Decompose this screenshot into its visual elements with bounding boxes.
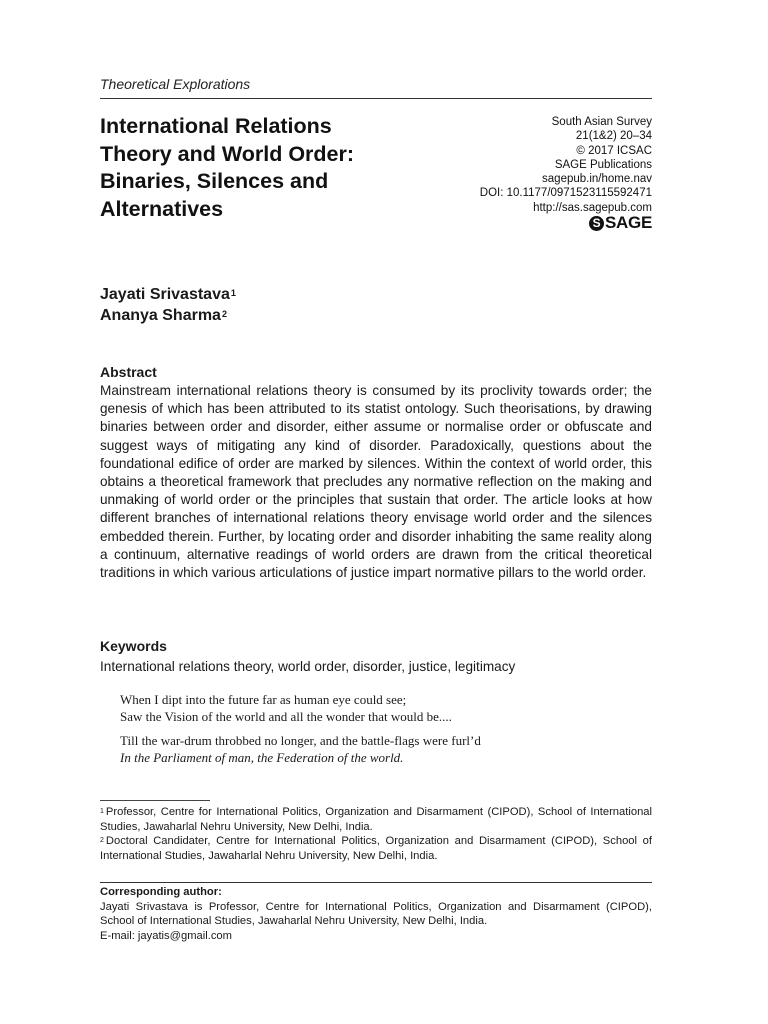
corresponding-email[interactable]: E-mail: jayatis@gmail.com xyxy=(100,929,232,942)
footnotes xyxy=(100,805,652,863)
author xyxy=(100,284,236,305)
sage-logo-text: SAGE xyxy=(605,213,652,232)
sage-logo xyxy=(589,213,652,233)
journal-doi[interactable]: DOI: 10.1177/0971523115592471 xyxy=(479,187,652,200)
header-rule xyxy=(100,98,652,99)
sage-s-icon: S xyxy=(589,216,604,231)
corresponding-text: Jayati Srivastava is Professor, Centre for International Politics, Organization and Disarmament (CIPOD), School of International Studies, Jawaharlal Nehru University, New Delhi, India. xyxy=(100,900,652,927)
journal-info xyxy=(480,115,652,215)
epigraph-line: When I dipt into the future far as human eye could see; xyxy=(120,692,407,707)
footnote-marker: 2 xyxy=(100,837,104,844)
epigraph-line: Saw the Vision of the world and all the wonder that would be.... xyxy=(120,709,452,724)
author-name: Ananya Sharma xyxy=(100,307,221,324)
journal-copyright: © 2017 ICSAC xyxy=(576,144,652,157)
author-list xyxy=(100,284,236,326)
title-line: Theory and World Order: xyxy=(100,141,355,166)
author-footnote-marker: 2 xyxy=(221,309,227,319)
footnote-text: Professor, Centre for International Politics, Organization and Disarmament (CIPOD), School of International Studies, Jawaharlal Nehru University, New Delhi, India. xyxy=(100,806,652,833)
footnote-rule xyxy=(100,800,210,801)
journal-url[interactable]: http://sas.sagepub.com xyxy=(533,201,652,214)
epigraph-line: Till the war-drum throbbed no longer, and the battle-flags were furl’d xyxy=(120,733,481,748)
section-label: Theoretical Explorations xyxy=(100,76,251,92)
title-line: Binaries, Silences and xyxy=(100,169,329,193)
footnote xyxy=(100,834,652,863)
corresponding-heading: Corresponding author: xyxy=(100,886,222,898)
abstract-heading: Abstract xyxy=(100,364,157,380)
keywords-text: International relations theory, world order, disorder, justice, legitimacy xyxy=(100,659,516,674)
journal-name: South Asian Survey xyxy=(551,116,652,128)
title-line: Alternatives xyxy=(100,196,224,221)
keywords-heading: Keywords xyxy=(100,638,167,654)
footnote xyxy=(100,805,652,834)
epigraph xyxy=(120,691,481,766)
corresponding-author xyxy=(100,885,652,943)
journal-volume: 21(1&2) 20–34 xyxy=(575,130,652,143)
journal-home-link[interactable]: sagepub.in/home.nav xyxy=(542,173,652,186)
author xyxy=(100,305,236,326)
corresponding-rule xyxy=(100,882,652,883)
abstract-text: Mainstream international relations theory is consumed by its proclivity towards order; the genesis of which has been attributed to its statist ontology. Such theorisations, by drawing binaries between order and disorder, either assume or normalise order or obfuscate and suggest ways of mitigating any kind of disorder. Paradoxically, questions about the foundational edifice of order are marked by silences. Within the context of world order, this obtains a theoretical framework that precludes any normative reflection on the making and unmaking of world order or the principles that sustain that order. The article looks at how different branches of international relations theory envisage world order and the silences embedded therein. Further, by locating order and disorder inhabiting the same reality along a continuum, alternative readings of world orders are drawn from the critical theoretical traditions in which various articulations of justice impart normative pillars to the world order. xyxy=(100,383,652,581)
journal-publisher: SAGE Publications xyxy=(554,158,652,171)
epigraph-line: In the Parliament of man, the Federation of the world. xyxy=(120,750,404,765)
title-line: International Relations xyxy=(100,114,332,138)
footnote-marker: 1 xyxy=(100,808,104,815)
footnote-text: Doctoral Candidater, Centre for International Politics, Organization and Disarmament (CIPOD), School of International Studies, Jawaharlal Nehru University, New Delhi, India. xyxy=(100,835,652,862)
article-title xyxy=(100,113,440,223)
author-name: Jayati Srivastava xyxy=(100,286,230,303)
author-footnote-marker: 1 xyxy=(230,288,236,298)
